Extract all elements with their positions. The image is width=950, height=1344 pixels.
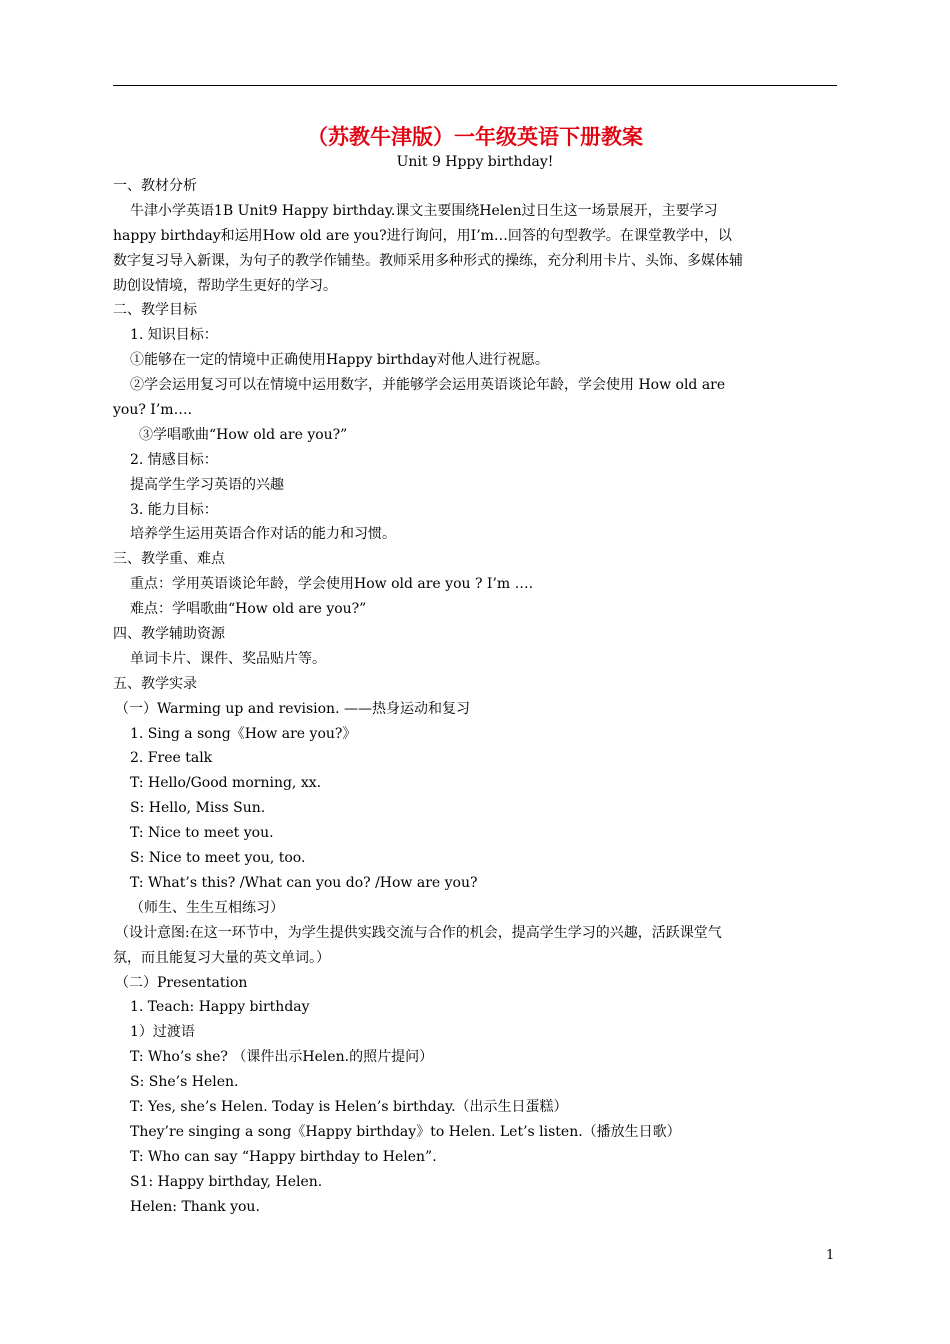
dialogue-line: S: She’s Helen.	[130, 1074, 239, 1091]
list-item: 1. Teach: Happy birthday	[130, 999, 310, 1016]
list-item: 单词卡片、课件、奖品贴片等。	[130, 650, 326, 667]
list-item: 重点：学用英语谈论年龄，学会使用How old are you ? I’m ….	[130, 576, 534, 593]
list-item: 1. 知识目标：	[130, 327, 218, 344]
section-heading: 二、教学目标	[113, 302, 197, 319]
subsection-heading: （一）Warming up and revision. ——热身运动和复习	[115, 700, 470, 717]
list-item: 提高学生学习英语的兴趣	[130, 476, 284, 493]
paragraph-line: 数字复习导入新课，为句子的教学作铺垫。教师采用多种形式的操练，充分利用卡片、头饰、多媒体辅	[113, 252, 743, 269]
document-body	[113, 174, 837, 1219]
paragraph-line: happy birthday和运用How old are you?进行询问，用I’m…回答的句型教学。在课堂教学中，以	[113, 227, 732, 244]
dialogue-line: T: Nice to meet you.	[130, 825, 274, 842]
subsection-heading: （二）Presentation	[115, 974, 248, 991]
section-heading: 一、教材分析	[113, 178, 197, 194]
list-item-continuation: you? I’m….	[113, 402, 193, 419]
list-item: 1）过渡语	[130, 1024, 195, 1041]
dialogue-line: S: Nice to meet you, too.	[130, 850, 306, 867]
list-item: 难点：学唱歌曲“How old are you?”	[130, 601, 367, 618]
dialogue-line: T: Yes, she’s Helen. Today is Helen’s birthday.（出示生日蛋糕）	[130, 1098, 568, 1115]
paragraph-line: （设计意图:在这一环节中，为学生提供实践交流与合作的机会，提高学生学习的兴趣，活跃课堂气	[115, 924, 722, 941]
list-item: 1. Sing a song《How are you?》	[130, 725, 357, 742]
list-item: 2. Free talk	[130, 750, 213, 767]
dialogue-line: Helen: Thank you.	[130, 1198, 260, 1215]
section-heading: 三、教学重、难点	[113, 551, 225, 568]
paragraph-line: 助创设情境，帮助学生更好的学习。	[113, 277, 337, 294]
document-title: （苏教牛津版）一年级英语下册教案	[307, 125, 643, 149]
document-subtitle: Unit 9 Hppy birthday!	[396, 154, 554, 170]
list-item: 培养学生运用英语合作对话的能力和习惯。	[130, 526, 396, 543]
list-item: ①能够在一定的情境中正确使用Happy birthday对他人进行祝愿。	[130, 352, 549, 369]
list-item: ③学唱歌曲“How old are you?”	[139, 426, 348, 443]
paragraph-line: 牛津小学英语1B Unit9 Happy birthday.课文主要围绕Helen过日生这一场景展开，主要学习	[130, 202, 718, 219]
note-line: （师生、生生互相练习）	[130, 899, 284, 916]
dialogue-line: T: Who’s she? （课件出示Helen.的照片提问）	[130, 1049, 434, 1066]
section-heading: 五、教学实录	[113, 675, 197, 692]
dialogue-line: S: Hello, Miss Sun.	[130, 800, 266, 817]
dialogue-line: T: Hello/Good morning, xx.	[130, 775, 322, 792]
list-item: 3. 能力目标：	[130, 501, 218, 518]
dialogue-line: T: What’s this? /What can you do? /How are you?	[130, 874, 478, 891]
section-heading: 四、教学辅助资源	[113, 626, 225, 643]
header-rule	[113, 85, 837, 86]
list-item: 2. 情感目标：	[130, 451, 218, 468]
dialogue-line: They’re singing a song《Happy birthday》to Helen. Let’s listen.（播放生日歌）	[130, 1123, 681, 1140]
dialogue-line: T: Who can say “Happy birthday to Helen”.	[130, 1148, 437, 1165]
page-number: 1	[826, 1248, 835, 1263]
dialogue-line: S1: Happy birthday, Helen.	[130, 1173, 323, 1190]
paragraph-line: 氛，而且能复习大量的英文单词。）	[113, 949, 330, 966]
list-item: ②学会运用复习可以在情境中运用数字，并能够学会运用英语谈论年龄，学会使用 How old are	[130, 377, 726, 394]
